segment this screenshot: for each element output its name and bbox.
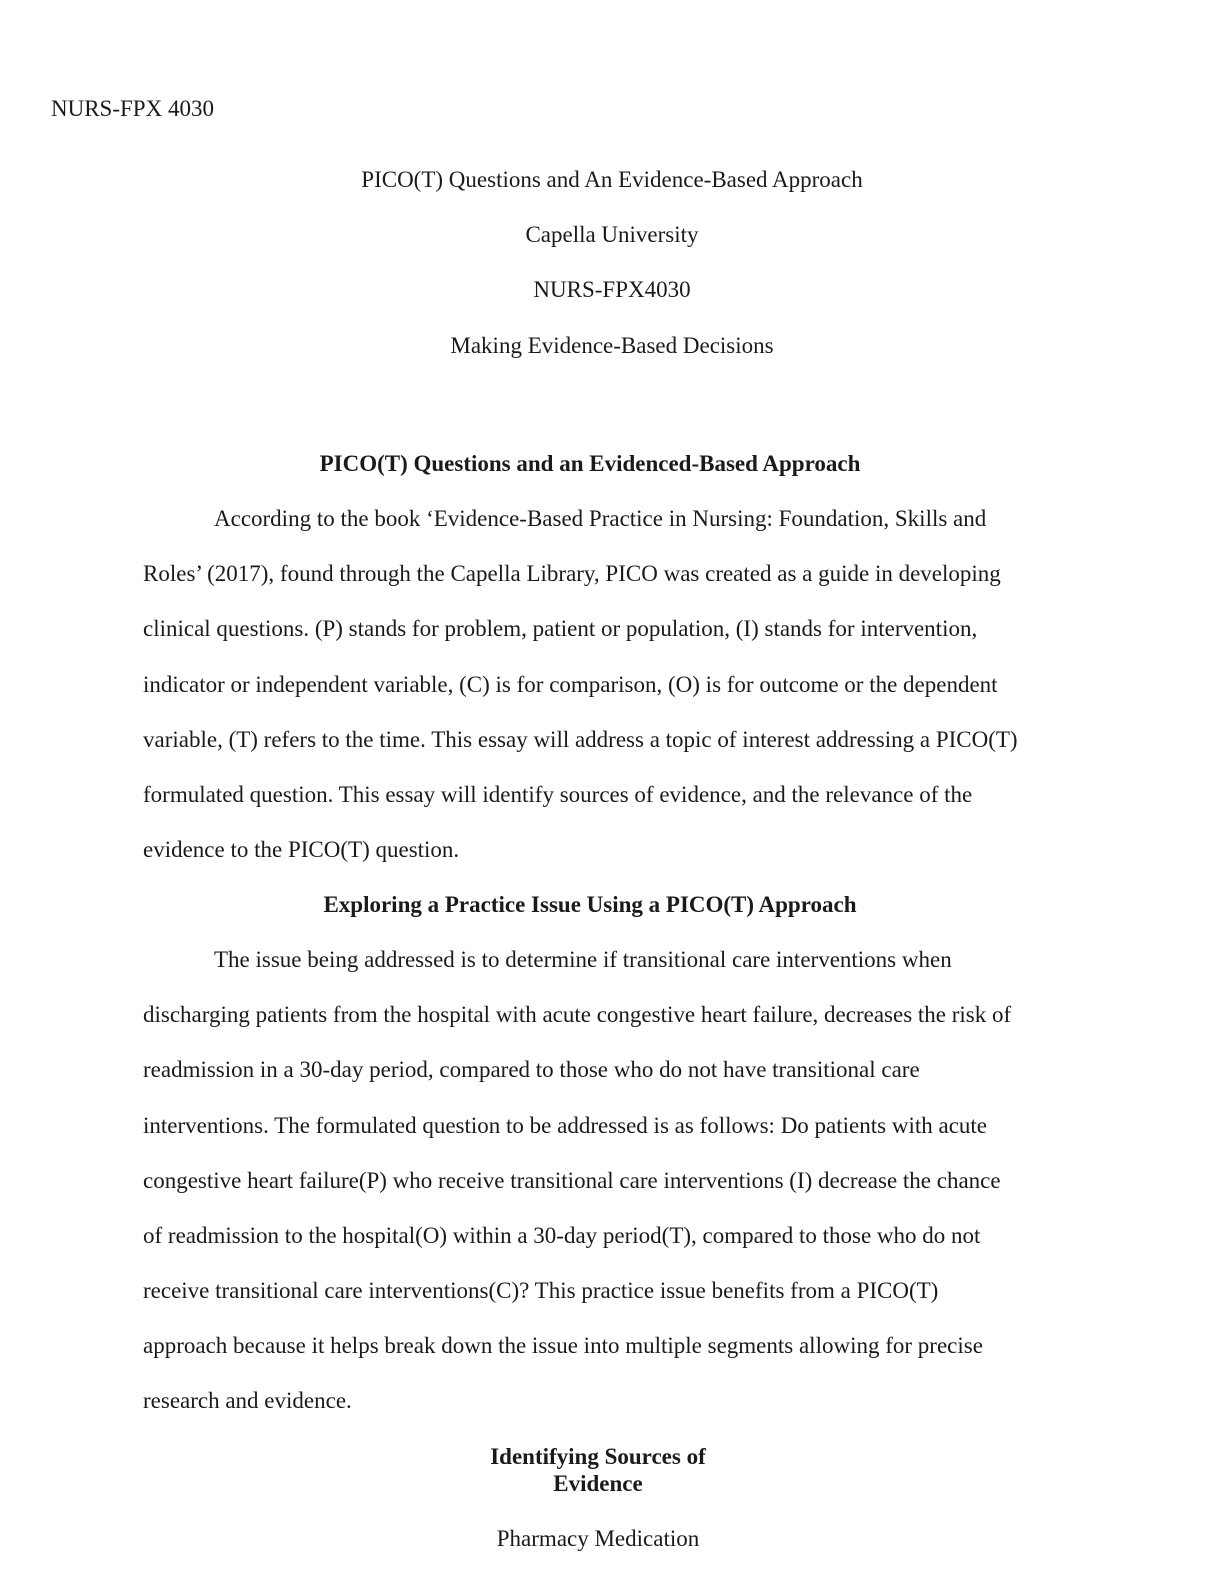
paragraph-line: Roles’ (2017), found through the Capella Library, PICO was created as a guide in developing: [143, 561, 1001, 586]
course-code: NURS-FPX4030: [533, 277, 691, 302]
paragraph-line: receive transitional care interventions(C)? This practice issue benefits from a PICO(T): [143, 1278, 939, 1303]
paragraph-line: clinical questions. (P) stands for problem, patient or population, (I) stands for intervention,: [143, 616, 978, 641]
paragraph-line: readmission in a 30-day period, compared to those who do not have transitional care: [143, 1057, 920, 1082]
paragraph-line: formulated question. This essay will identify sources of evidence, and the relevance of the: [143, 782, 973, 807]
paragraph-line: discharging patients from the hospital with acute congestive heart failure, decreases the risk of: [143, 1002, 1012, 1027]
paragraph-line: variable, (T) refers to the time. This essay will address a topic of interest addressing a PICO(T): [143, 727, 1018, 752]
section-heading-pico: PICO(T) Questions and an Evidenced-Based Approach: [319, 451, 861, 476]
paper-title: PICO(T) Questions and An Evidence-Based Approach: [361, 167, 863, 192]
paragraph-line: The issue being addressed is to determine if transitional care interventions when: [214, 947, 952, 972]
paragraph-line: interventions. The formulated question to be addressed is as follows: Do patients with acute: [143, 1113, 988, 1138]
paragraph-line: According to the book ‘Evidence-Based Practice in Nursing: Foundation, Skills and: [214, 506, 987, 531]
paragraph-line: of readmission to the hospital(O) within a 30-day period(T), compared to those who do not: [143, 1223, 981, 1248]
section-heading-sources-line2: Evidence: [553, 1471, 643, 1496]
paragraph-line: congestive heart failure(P) who receive transitional care interventions (I) decrease the chance: [143, 1168, 1001, 1193]
paragraph-line: research and evidence.: [143, 1388, 352, 1413]
paragraph-line: indicator or independent variable, (C) is for comparison, (O) is for outcome or the dependent: [143, 672, 998, 697]
subheading-pharmacy-medication: Pharmacy Medication: [496, 1526, 700, 1551]
assignment-title: Making Evidence-Based Decisions: [450, 333, 774, 358]
section-heading-exploring: Exploring a Practice Issue Using a PICO(T) Approach: [323, 892, 857, 917]
running-head: NURS-FPX 4030: [51, 96, 214, 121]
paragraph-line: evidence to the PICO(T) question.: [143, 837, 460, 862]
institution: Capella University: [525, 222, 699, 247]
section-heading-sources-line1: Identifying Sources of: [490, 1444, 706, 1469]
paragraph-line: approach because it helps break down the issue into multiple segments allowing for precise: [143, 1333, 983, 1358]
